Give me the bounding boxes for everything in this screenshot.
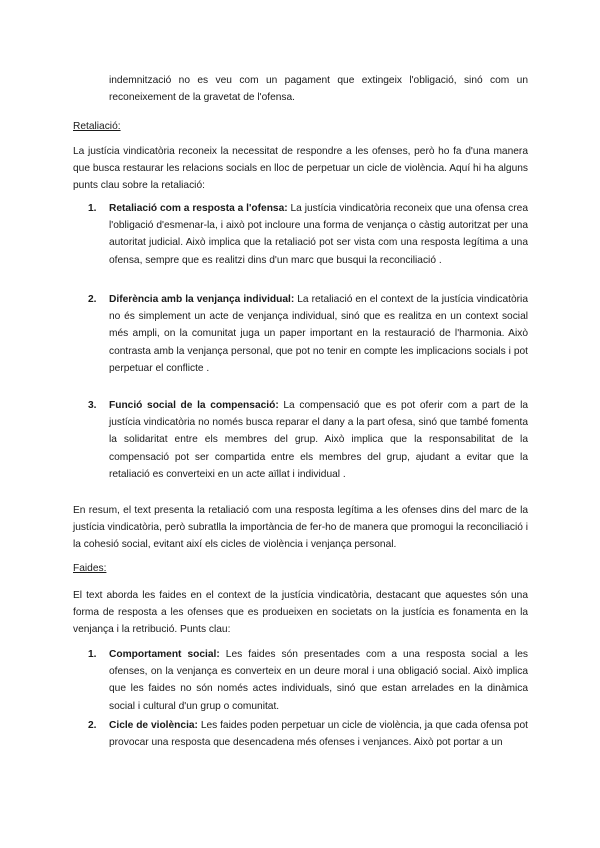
item-number: 1. xyxy=(88,649,97,660)
feuds-item-2 xyxy=(88,717,528,751)
item-number: 1. xyxy=(88,203,97,214)
feuds-intro: El text aborda les faides en el context de la justícia vindicatòria, destacant que aquestes són una forma de resposta a les ofenses que es produeixen en societats on la justícia es fonamenta en la venjança i la retribució. Punts clau: xyxy=(73,590,528,636)
retaliation-intro: La justícia vindicatòria reconeix la necessitat de respondre a les ofenses, però ho fa d'una manera que busca restaurar les relacions socials en lloc de perpetuar un cicle de violència. Aquí hi ha alguns punts clau sobre la retaliació: xyxy=(73,146,528,192)
retaliation-item-1 xyxy=(88,200,528,269)
item-number: 3. xyxy=(88,400,97,411)
item-text: La justícia vindicatòria reconeix que una ofensa crea l'obligació d'esmenar-la, i això pot incloure una forma de venjança o càstig autoritzat per una autoritat judicial. Això implica que la retaliació pot ser vista com una resposta legítima a una ofensa, sempre que es realitzi dins d'un marc que busqui la reconciliació . xyxy=(109,203,528,266)
item-lead: Cicle de violència: xyxy=(109,720,198,731)
feuds-heading: Faides: xyxy=(73,563,107,574)
item-lead: Comportament social: xyxy=(109,649,220,660)
retaliation-heading: Retaliació: xyxy=(73,121,121,132)
retaliation-item-2 xyxy=(88,291,528,377)
item-text: Les faides poden perpetuar un cicle de violència, ja que cada ofensa pot provocar una resposta que desencadena més ofenses i venjances. Això pot portar a un xyxy=(109,720,528,749)
continuation-paragraph: indemnització no es veu com un pagament que extingeix l'obligació, sinó com un reconeixement de la gravetat de l'ofensa. xyxy=(109,75,528,104)
item-text: Les faides són presentades com a una resposta social a les ofenses, on la venjança es converteix en un deure moral i una obligació social. Això implica que les faides no són només actes individuals, sinó que estan arrelades en la dinàmica social i cultural d'un grup o comunitat. xyxy=(109,649,528,712)
item-text: La compensació que es pot oferir com a part de la justícia vindicatòria no només busca reparar el dany a la part ofesa, sinó que també fomenta la solidaritat entre els membres del grup. Això implica que la responsabilitat de la compensació pot ser compartida entre els membres del grup, ajudant a evitar que la retaliació es converteixi en un acte aïllat i individual . xyxy=(109,400,528,480)
item-text: La retaliació en el context de la justícia vindicatòria no és simplement un acte de venjança individual, sinó que es realitza en un context social més ampli, on la comunitat juga un paper important en la restauració de l'harmonia. Això contrasta amb la venjança personal, que pot no tenir en compte les implicacions socials i pot perpetuar el conflicte . xyxy=(109,294,528,374)
item-number: 2. xyxy=(88,294,97,305)
item-lead: Funció social de la compensació: xyxy=(109,400,279,411)
item-lead: Retaliació com a resposta a l'ofensa: xyxy=(109,203,288,214)
item-number: 2. xyxy=(88,720,97,731)
retaliation-item-3 xyxy=(88,397,528,483)
feuds-item-1 xyxy=(88,646,528,715)
item-lead: Diferència amb la venjança individual: xyxy=(109,294,295,305)
retaliation-summary: En resum, el text presenta la retaliació com una resposta legítima a les ofenses dins del marc de la justícia vindicatòria, però subratlla la importància de fer-ho de manera que promogui la reconciliació i la cohesió social, evitant així els cicles de violència i venjança personal. xyxy=(73,505,528,551)
